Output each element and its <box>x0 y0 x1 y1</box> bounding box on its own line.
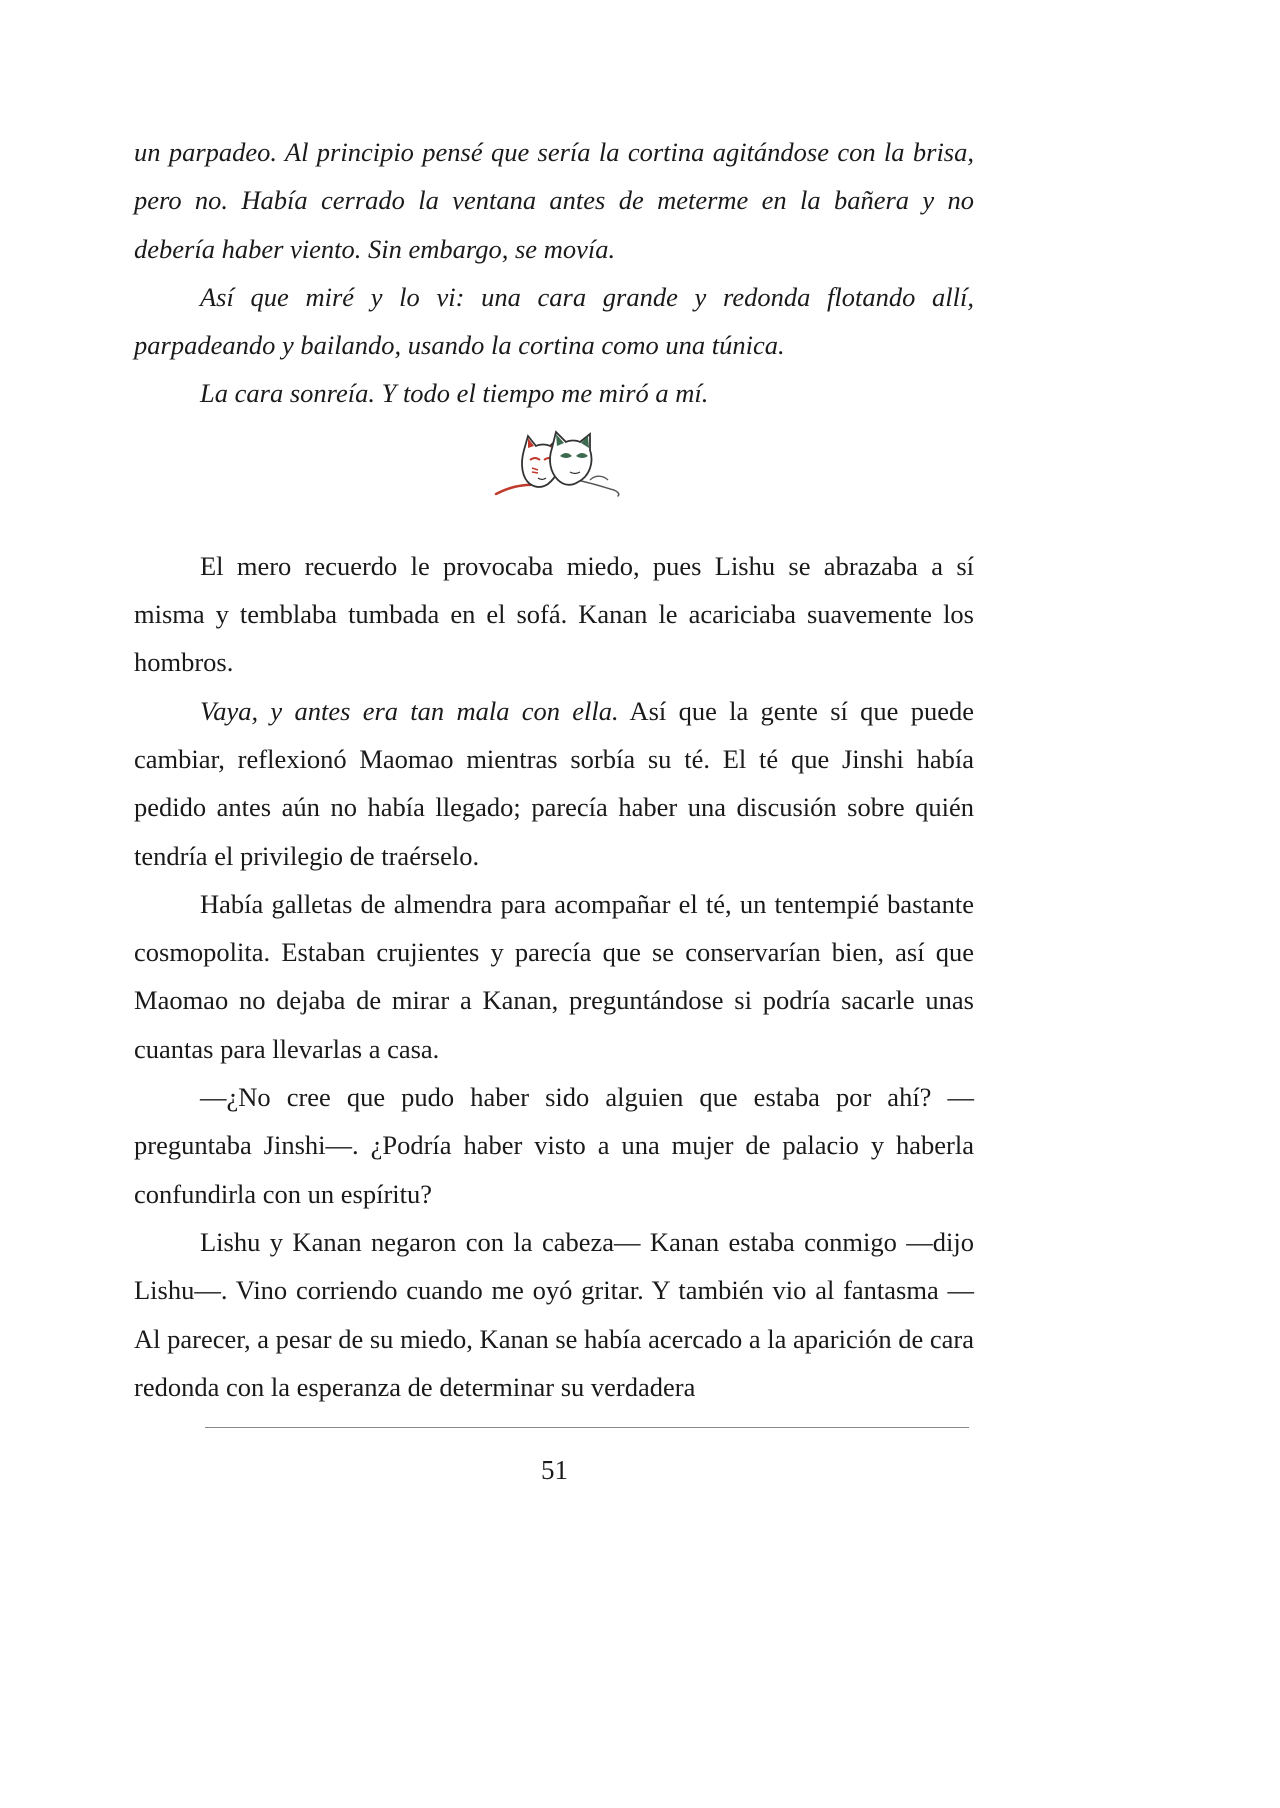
fox-masks-icon <box>490 430 624 502</box>
paragraph-4: —¿No cree que pudo haber sido alguien que estaba por ahí? —preguntaba Jinshi—. ¿Podría haber visto a una mujer de palacio y haberla confundirla con un espíritu? <box>134 1082 974 1209</box>
paragraph-3: Había galletas de almendra para acompañar el té, un tentempié bastante cosmopolita. Estaban crujientes y parecía que se conservarían bien, así que Maomao no dejaba de mirar a Kanan, preguntándose si podría sacarle unas cuantas para llevarlas a casa. <box>134 888 974 1064</box>
paragraph-2-rest: Así que la gente sí que puede cambiar, reflexionó Maomao mientras sorbía su té. El té que Jinshi había pedido antes aún no había llegado; parecía haber una discusión sobre quién tendría el privilegio de traérselo. <box>134 695 974 871</box>
page-text <box>134 128 974 1411</box>
italic-paragraph-3: La cara sonreía. Y todo el tiempo me miró a mí. <box>200 378 709 409</box>
paragraph-2 <box>134 687 974 880</box>
paragraph-2-italic-lead: Vaya, y antes era tan mala con ella. <box>200 695 619 726</box>
footer-rule <box>205 1427 969 1428</box>
page-number: 51 <box>541 1455 568 1485</box>
italic-paragraph-2: Así que miré y lo vi: una cara grande y redonda flotando allí, parpadeando y bailando, usando la cortina como una túnica. <box>134 281 974 361</box>
italic-paragraph-1: un parpadeo. Al principio pensé que sería la cortina agitándose con la brisa, pero no. Había cerrado la ventana antes de meterme en la bañera y no debería haber viento. Sin embargo, se movía. <box>134 137 974 264</box>
paragraph-1: El mero recuerdo le provocaba miedo, pues Lishu se abrazaba a sí misma y temblaba tumbada en el sofá. Kanan le acariciaba suavemente los hombros. <box>134 550 974 678</box>
paragraph-5: Lishu y Kanan negaron con la cabeza— Kanan estaba conmigo —dijo Lishu—. Vino corriendo cuando me oyó gritar. Y también vio al fantasma —Al parecer, a pesar de su miedo, Kanan se había acercado a la aparición de cara redonda con la esperanza de determinar su verdadera <box>134 1226 974 1402</box>
